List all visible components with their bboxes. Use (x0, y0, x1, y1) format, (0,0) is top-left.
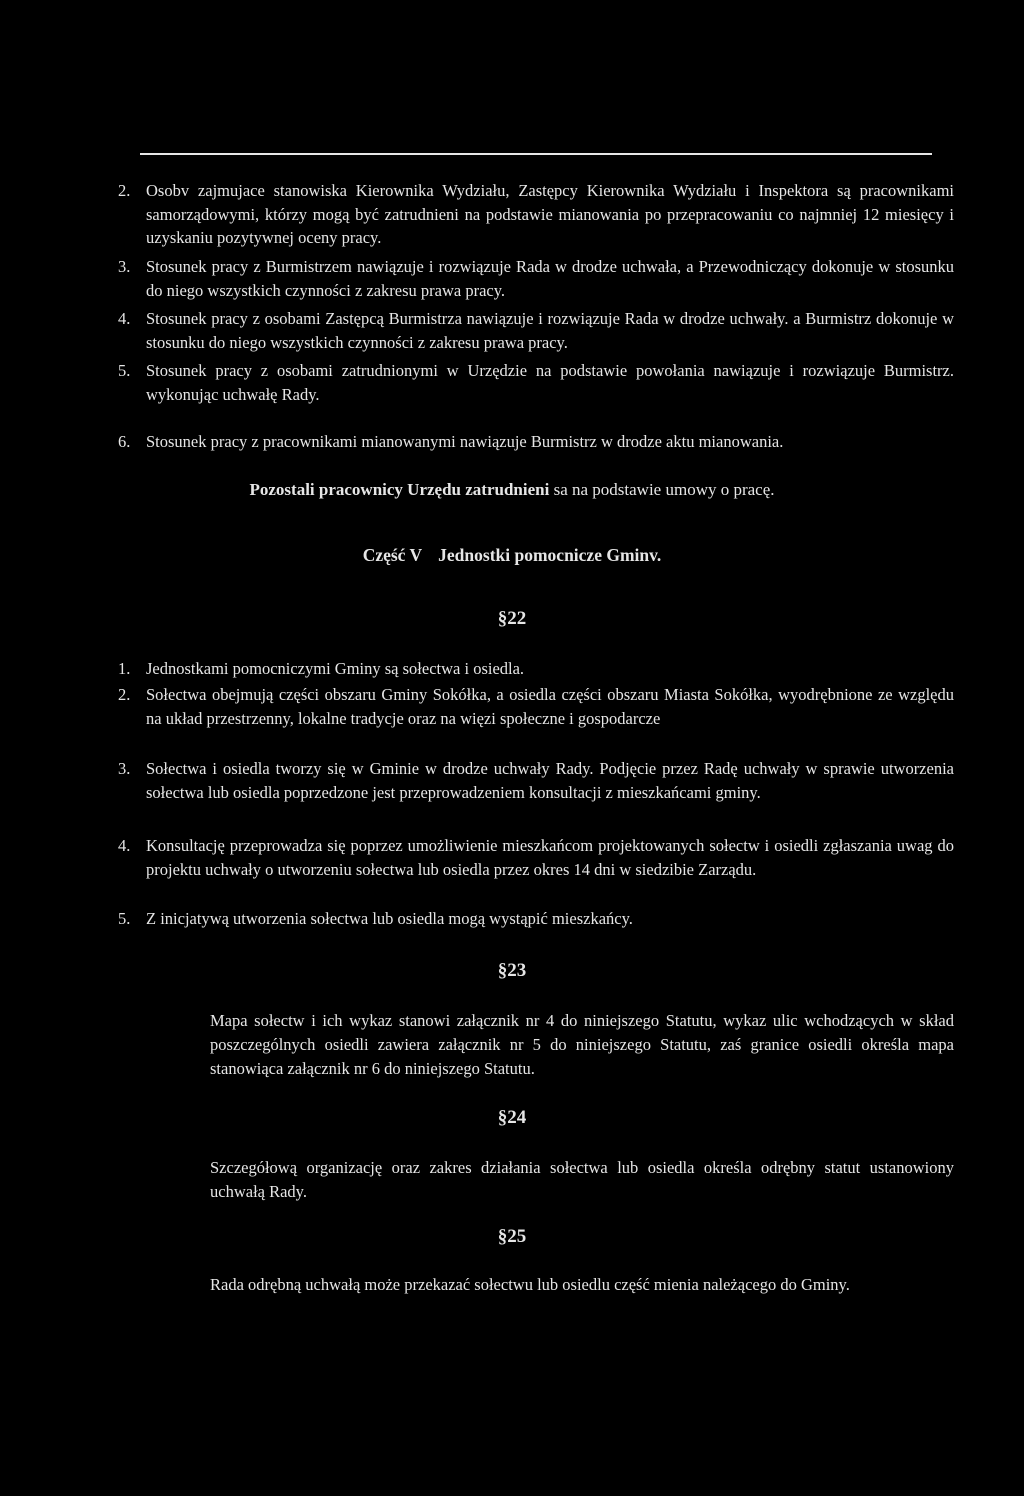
list-item: 4. Konsultację przeprowadza się poprzez umożliwienie mieszkańcom projektowanych sołectw i osiedli zgłaszania uwag do projektu uchwały o utworzeniu sołectwa lub osiedla przez okres 14 dni w siedzibie Zarządu. (118, 836, 954, 879)
section-24-heading: §24 (497, 1107, 527, 1128)
list-item: 1. Jednostkami pomocniczymi Gminy są sołectwa i osiedla. (118, 659, 525, 678)
section-24-text: Szczegółową organizację oraz zakres działania sołectwa lub osiedla określa odrębny statut ustanowiony uchwałą Rady. (210, 1158, 954, 1201)
list-item: 5. Stosunek pracy z osobami zatrudnionymi w Urzędzie na podstawie powołania nawiązuje i rozwiązuje Burmistrz. wykonując uchwałę Rady. (118, 361, 954, 404)
section-23-heading: §23 (497, 960, 527, 981)
list-item: 2. Sołectwa obejmują części obszaru Gminy Sokółka, a osiedla części obszaru Miasta Sokółka, wyodrębnione ze względu na układ przestrzenny, lokalne tradycje oraz na więzi społeczne i gospodarcze (118, 685, 954, 728)
list-item: 5. Z inicjatywą utworzenia sołectwa lub osiedla mogą wystąpić mieszkańcy. (118, 909, 633, 928)
list-item: 2. Osobv zajmujace stanowiska Kierownika Wydziału, Zastępcy Kierownika Wydziału i Inspektora są pracownikami samorządowymi, którzy mogą być zatrudnieni na podstawie mianowania po przepracowaniu co najmniej 12 miesięcy i uzyskaniu pozytywnej oceny pracy. (118, 181, 954, 247)
section-25-heading: §25 (497, 1226, 527, 1247)
part-v-heading: Część V Jednostki pomocnicze Gminv. (362, 545, 662, 565)
section-25-text: Rada odrębną uchwałą może przekazać sołectwu lub osiedlu część mienia należącego do Gminy. (210, 1275, 850, 1294)
section-23-text: Mapa sołectw i ich wykaz stanowi załącznik nr 4 do niniejszego Statutu, wykaz ulic wchodzących w skład poszczególnych osiedli zawiera załącznik nr 5 do niniejszego Statutu, zaś granice osiedli określa mapa stanowiąca załącznik nr 6 do niniejszego Statutu. (210, 1011, 954, 1078)
list-item: 3. Stosunek pracy z Burmistrzem nawiązuje i rozwiązuje Rada w drodze uchwała, a Przewodniczący dokonuje w stosunku do niego wszystkich czynności z zakresu prawa pracy. (118, 257, 954, 300)
section-22-heading: §22 (497, 608, 527, 629)
list-item: 4. Stosunek pracy z osobami Zastępcą Burmistrza nawiązuje i rozwiązuje Rada w drodze uchwały. a Burmistrz dokonuje w stosunku do niego wszystkich czynności z zakresu prawa pracy. (118, 309, 954, 352)
list-item: 3. Sołectwa i osiedla tworzy się w Gminie w drodze uchwały Rady. Podjęcie przez Radę uchwały w sprawie utworzenia sołectwa lub osiedla poprzedzone jest przeprowadzeniem konsultacji z mieszkańcami gminy. (118, 759, 954, 802)
list-item: 6. Stosunek pracy z pracownikami mianowanymi nawiązuje Burmistrz w drodze aktu mianowania. (118, 432, 784, 451)
remaining-staff-line: Pozostali pracownicy Urzędu zatrudnieni sa na podstawie umowy o pracę. (249, 480, 775, 499)
top-rule (140, 153, 932, 155)
